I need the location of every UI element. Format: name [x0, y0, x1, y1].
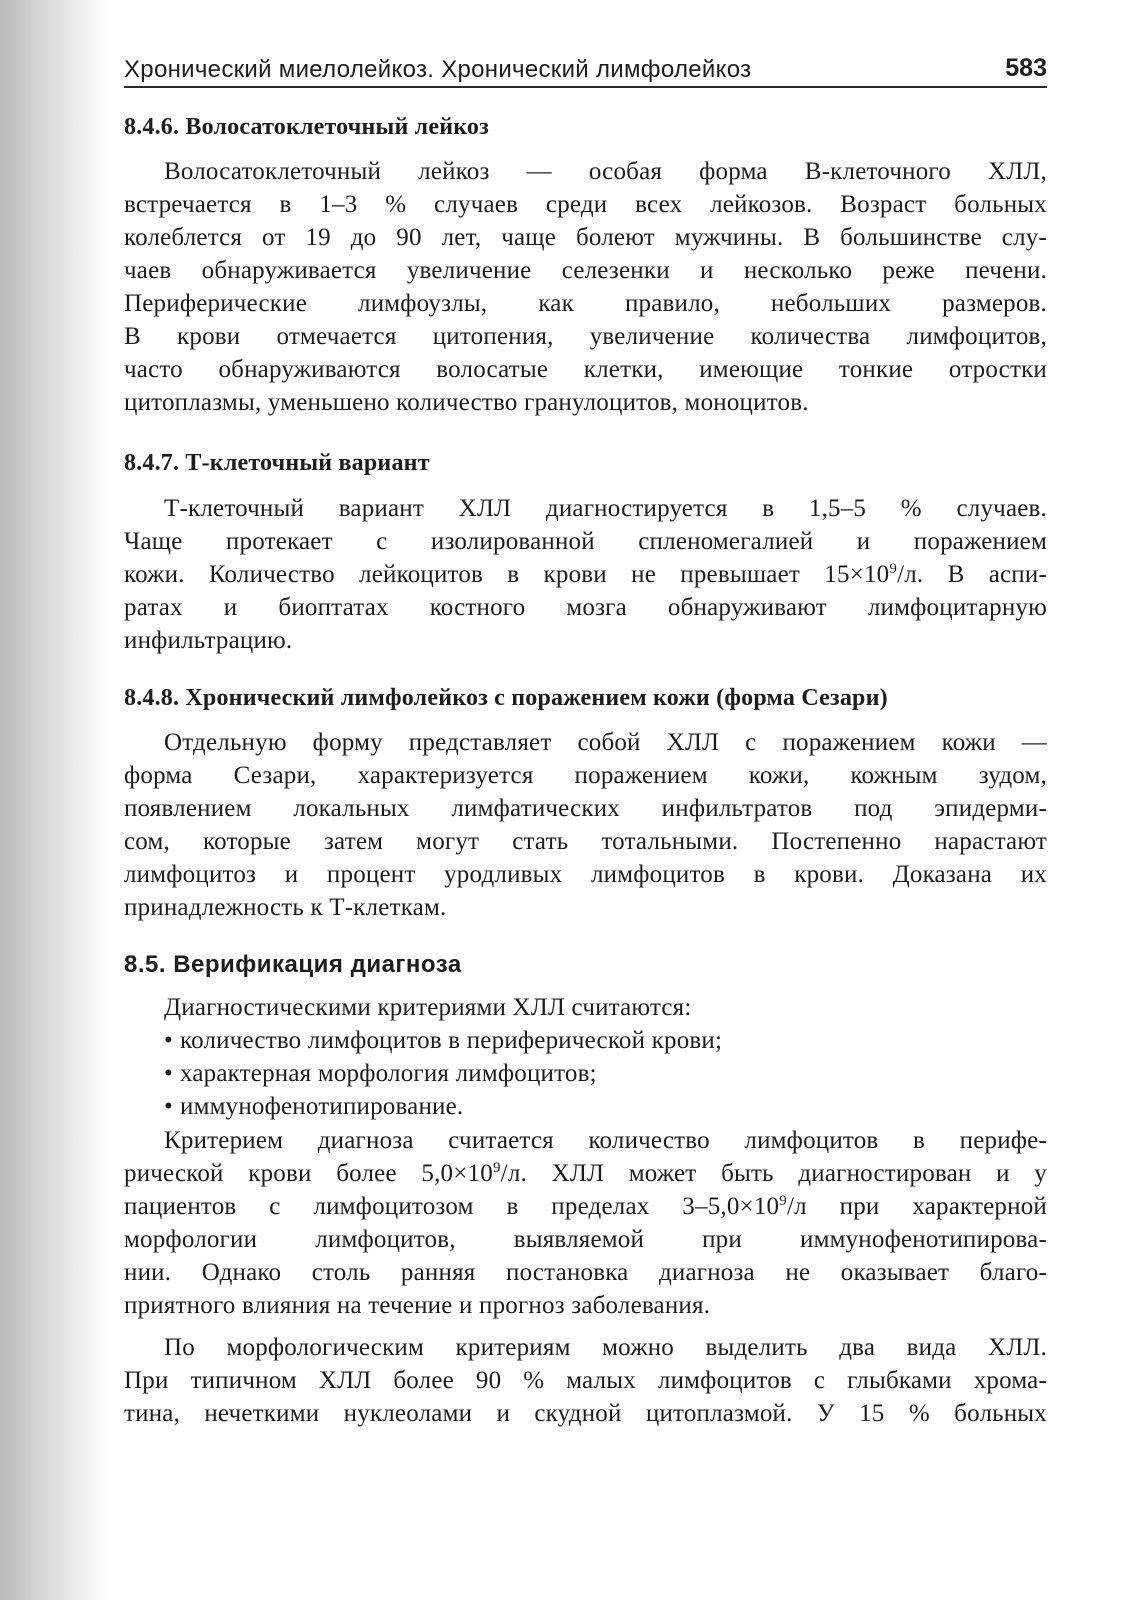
text-fragment: /л. ХЛЛ может быть диагностирован и у: [500, 1160, 1047, 1187]
text-fragment: пациентов с лимфоцитозом в пределах 3–5,0×10: [124, 1193, 780, 1220]
paragraph-sezary-form: [124, 726, 1047, 759]
list-item: • иммунофенотипирование.: [164, 1090, 1047, 1123]
text-fragment: рической крови более 5,0×10: [124, 1160, 493, 1187]
paragraph-t-cell-variant-cont: [124, 525, 1047, 624]
section-heading-8-5: 8.5. Верификация диагноза: [124, 951, 462, 978]
paragraph-morphology: [124, 1331, 1047, 1364]
text-line: Периферические лимфоузлы, как правило, небольших размеров.: [124, 290, 1047, 317]
page-number: 583: [1005, 54, 1047, 82]
list-item: • количество лимфоцитов в периферической крови;: [164, 1024, 1047, 1057]
list-item: • характерная морфология лимфоцитов;: [164, 1057, 1047, 1090]
bullet-mark: •: [164, 1027, 173, 1054]
text-line: По морфологическим критериям можно выделить два вида ХЛЛ.: [164, 1334, 1047, 1361]
paragraph-hairy-cell-leukemia: [124, 155, 1047, 221]
text-fragment: кожи. Количество лейкоцитов в крови не превышает 15×10: [124, 561, 890, 588]
text-line: Отдельную форму представляет собой ХЛЛ с поражением кожи —: [164, 729, 1047, 756]
text-line: принадлежность к Т-клеткам.: [124, 894, 447, 921]
book-spine-shadow: [0, 0, 110, 1600]
section-heading-8-4-6: 8.4.6. Волосатоклеточный лейкоз: [124, 114, 489, 140]
text-line: приятного влияния на течение и прогноз заболевания.: [124, 1292, 711, 1319]
text-line: ратах и биоптатах костного мозга обнаруживают лимфоцитарную: [124, 594, 1047, 621]
criteria-intro: Диагностическими критериями ХЛЛ считаются:: [164, 994, 692, 1021]
paragraph-diagnosis-criterion-cont: [124, 1157, 1047, 1289]
text-line: Волосатоклеточный лейкоз — особая форма В-клеточного ХЛЛ,: [164, 158, 1047, 185]
paragraph-sezary-form-cont: [124, 759, 1047, 891]
text-line: встречается в 1–3 % случаев среди всех лейкозов. Возраст больных: [124, 191, 1047, 218]
section-heading-8-4-8: 8.4.8. Хронический лимфолейкоз с поражением кожи (форма Сезари): [124, 685, 888, 711]
running-title: Хронический миелолейкоз. Хронический лимфолейкоз: [124, 56, 752, 83]
paragraph-hairy-cell-leukemia-cont: [124, 221, 1047, 386]
text-line: [124, 558, 1047, 591]
text-line: морфологии лимфоцитов, выявляемой при иммунофенотипирова-: [124, 1226, 1047, 1253]
superscript: 9: [889, 561, 898, 577]
text-line: часто обнаруживаются волосатые клетки, имеющие тонкие отростки: [124, 356, 1047, 383]
text-line: цитоплазмы, уменьшено количество гранулоцитов, моноцитов.: [124, 389, 809, 416]
superscript: 9: [779, 1193, 787, 1209]
text-line: лимфоцитоз и процент уродливых лимфоцитов в крови. Доказана их: [124, 861, 1047, 888]
text-line: колеблется от 19 до 90 лет, чаще болеют мужчины. В большинстве слу-: [124, 224, 1047, 251]
text-line: инфильтрацию.: [124, 627, 293, 654]
text-line: сом, которые затем могут стать тотальными. Постепенно нарастают: [124, 828, 1047, 855]
text-line: Критерием диагноза считается количество лимфоцитов в перифе-: [164, 1127, 1047, 1154]
text-line: форма Сезари, характеризуется поражением кожи, кожным зудом,: [124, 762, 1047, 789]
paragraph-sezary-form-end: [124, 891, 1047, 924]
paragraph-hairy-cell-leukemia-end: [124, 386, 1047, 419]
bullet-mark: •: [164, 1060, 173, 1087]
text-line: Т-клеточный вариант ХЛЛ диагностируется в 1,5–5 % случаев.: [164, 495, 1047, 522]
paragraph-diagnosis-criterion-end: [124, 1289, 1047, 1322]
text-line: [124, 1190, 1047, 1223]
paragraph-morphology-cont: [124, 1364, 1047, 1430]
text-line: При типичном ХЛЛ более 90 % малых лимфоцитов с глыбками хрома-: [124, 1367, 1047, 1394]
paragraph-t-cell-variant-end: [124, 624, 1047, 657]
section-heading-8-4-7: 8.4.7. Т-клеточный вариант: [124, 450, 430, 476]
text-fragment: /л. В аспи-: [897, 561, 1047, 588]
text-line: тина, нечеткими нуклеолами и скудной цитоплазмой. У 15 % больных: [124, 1400, 1047, 1427]
text-line: чаев обнаруживается увеличение селезенки и несколько реже печени.: [124, 257, 1047, 284]
paragraph-diagnosis-criterion: [124, 1124, 1047, 1157]
text-line: В крови отмечается цитопения, увеличение количества лимфоцитов,: [124, 323, 1047, 350]
paragraph-t-cell-variant: [124, 492, 1047, 525]
text-line: нии. Однако столь ранняя постановка диагноза не оказывает благо-: [124, 1259, 1047, 1286]
text-line: появлением локальных лимфатических инфильтратов под эпидерми-: [124, 795, 1047, 822]
text-line: [124, 1157, 1047, 1190]
bullet-mark: •: [164, 1093, 173, 1120]
running-header: [124, 52, 1047, 88]
criteria-list: [164, 1024, 1047, 1123]
text-line: Чаще протекает с изолированной спленомегалией и поражением: [124, 528, 1047, 555]
superscript: 9: [492, 1160, 501, 1176]
text-fragment: /л при характерной: [786, 1193, 1047, 1220]
